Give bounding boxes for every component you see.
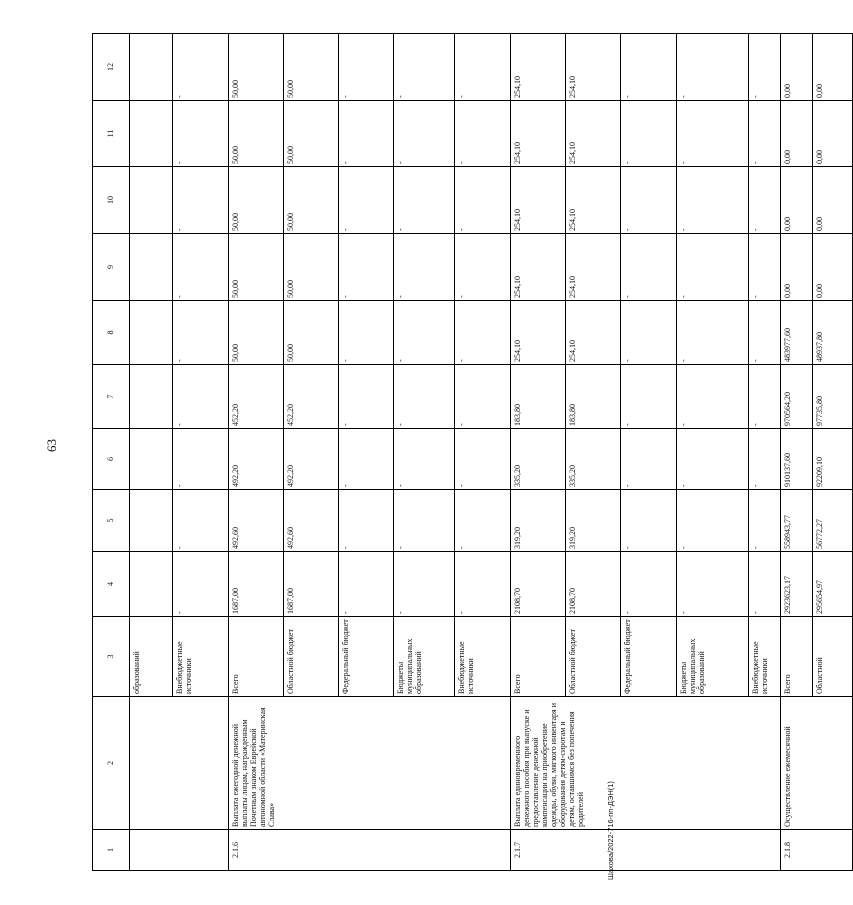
- amount-cell: 0,00: [781, 34, 813, 101]
- amount-cell: -: [749, 34, 781, 101]
- amount-cell: -: [621, 167, 677, 234]
- amount-cell: -: [455, 429, 511, 490]
- table-row: [511, 34, 566, 871]
- column-number-7: 7: [93, 365, 130, 429]
- amount-cell: [130, 167, 173, 234]
- amount-cell: 1687,00: [284, 552, 339, 617]
- amount-cell: -: [621, 429, 677, 490]
- amount-cell: 558943,77: [781, 490, 813, 552]
- amount-cell: [130, 429, 173, 490]
- column-number-2: 2: [93, 697, 130, 830]
- amount-cell: [130, 234, 173, 301]
- amount-cell: 254,10: [511, 34, 566, 101]
- measure-name: Выплата единовременного денежного пособия при выпуске и предоставление денежной компенсации на приобретение одежды, обуви, мягкого инвентаря и оборудования детям-сиротам и детям, оставшимся без попечения родителей: [511, 697, 781, 830]
- amount-cell: -: [339, 365, 394, 429]
- amount-cell: 50,00: [284, 234, 339, 301]
- amount-cell: 0,00: [813, 101, 853, 167]
- amount-cell: -: [749, 552, 781, 617]
- column-number-3: 3: [93, 617, 130, 697]
- amount-cell: -: [677, 365, 749, 429]
- amount-cell: -: [621, 301, 677, 365]
- amount-cell: -: [621, 365, 677, 429]
- amount-cell: -: [394, 301, 455, 365]
- amount-cell: -: [455, 301, 511, 365]
- funding-source: Всего: [229, 617, 284, 697]
- amount-cell: [130, 365, 173, 429]
- amount-cell: [130, 490, 173, 552]
- amount-cell: -: [173, 490, 229, 552]
- amount-cell: 295654,97: [813, 552, 853, 617]
- measure-name: Осуществление ежемесячной: [781, 697, 853, 830]
- amount-cell: 254,10: [511, 101, 566, 167]
- column-number-10: 10: [93, 167, 130, 234]
- amount-cell: 335,20: [511, 429, 566, 490]
- amount-cell: 0,00: [781, 101, 813, 167]
- table-row: [130, 34, 173, 871]
- amount-cell: -: [173, 365, 229, 429]
- amount-cell: -: [455, 490, 511, 552]
- amount-cell: -: [749, 167, 781, 234]
- funding-source: Всего: [511, 617, 566, 697]
- amount-cell: -: [394, 429, 455, 490]
- column-number-5: 5: [93, 490, 130, 552]
- amount-cell: -: [749, 234, 781, 301]
- item-number: 2.1.6: [229, 830, 511, 871]
- amount-cell: -: [749, 429, 781, 490]
- amount-cell: 0,00: [813, 34, 853, 101]
- amount-cell: -: [677, 490, 749, 552]
- amount-cell: [130, 101, 173, 167]
- amount-cell: -: [621, 490, 677, 552]
- amount-cell: 50,00: [284, 167, 339, 234]
- amount-cell: -: [621, 552, 677, 617]
- amount-cell: -: [173, 34, 229, 101]
- amount-cell: -: [455, 365, 511, 429]
- amount-cell: 492,60: [229, 490, 284, 552]
- amount-cell: -: [455, 101, 511, 167]
- amount-cell: [130, 301, 173, 365]
- amount-cell: -: [173, 234, 229, 301]
- funding-source: Всего: [781, 617, 813, 697]
- funding-source: Внебюджетные источники: [749, 617, 781, 697]
- amount-cell: 92209,10: [813, 429, 853, 490]
- amount-cell: -: [677, 34, 749, 101]
- document-code: Шахова/2022-716-пп-ДЭН(1): [606, 781, 615, 880]
- amount-cell: -: [677, 429, 749, 490]
- amount-cell: -: [677, 101, 749, 167]
- measure-name: [130, 697, 229, 830]
- amount-cell: -: [173, 167, 229, 234]
- amount-cell: 0,00: [781, 234, 813, 301]
- amount-cell: 2923623,17: [781, 552, 813, 617]
- amount-cell: -: [749, 101, 781, 167]
- amount-cell: 319,20: [566, 490, 621, 552]
- amount-cell: 50,00: [284, 34, 339, 101]
- amount-cell: -: [173, 552, 229, 617]
- funding-source: Бюджеты муниципальных образований: [677, 617, 749, 697]
- amount-cell: 50,00: [229, 234, 284, 301]
- amount-cell: 254,10: [566, 167, 621, 234]
- table-body: [93, 34, 853, 871]
- amount-cell: 254,10: [566, 34, 621, 101]
- amount-cell: 492,20: [229, 429, 284, 490]
- column-number-8: 8: [93, 301, 130, 365]
- item-number: 2.1.7: [511, 830, 781, 871]
- column-number-9: 9: [93, 234, 130, 301]
- amount-cell: 97735,80: [813, 365, 853, 429]
- amount-cell: -: [749, 301, 781, 365]
- amount-cell: -: [394, 101, 455, 167]
- amount-cell: -: [339, 552, 394, 617]
- header-row: [93, 34, 130, 871]
- amount-cell: -: [394, 490, 455, 552]
- column-number-4: 4: [93, 552, 130, 617]
- amount-cell: -: [339, 490, 394, 552]
- funding-source: Областной бюджет: [566, 617, 621, 697]
- amount-cell: 254,10: [566, 301, 621, 365]
- funding-source: Внебюджетные источники: [173, 617, 229, 697]
- amount-cell: -: [455, 234, 511, 301]
- amount-cell: -: [394, 167, 455, 234]
- amount-cell: -: [394, 365, 455, 429]
- measure-name: Выплата ежегодной денежной выплаты лицам, награжденным Почетным знаком Еврейской автономной области «Материнская Слава»: [229, 697, 511, 830]
- funding-source: Областной бюджет: [284, 617, 339, 697]
- amount-cell: 50,00: [229, 301, 284, 365]
- amount-cell: 50,00: [229, 101, 284, 167]
- amount-cell: 254,10: [511, 234, 566, 301]
- amount-cell: -: [677, 552, 749, 617]
- funding-source: образований: [130, 617, 173, 697]
- amount-cell: 183,80: [511, 365, 566, 429]
- funding-source: Бюджеты муниципальных образований: [394, 617, 455, 697]
- funding-source: Внебюджетные источники: [455, 617, 511, 697]
- amount-cell: -: [749, 490, 781, 552]
- table-row: [229, 34, 284, 871]
- column-number-12: 12: [93, 34, 130, 101]
- amount-cell: 254,10: [511, 301, 566, 365]
- amount-cell: -: [339, 429, 394, 490]
- amount-cell: 492,60: [284, 490, 339, 552]
- funding-source: Федеральный бюджет: [339, 617, 394, 697]
- amount-cell: -: [339, 34, 394, 101]
- amount-cell: -: [677, 167, 749, 234]
- column-number-11: 11: [93, 101, 130, 167]
- amount-cell: -: [394, 234, 455, 301]
- amount-cell: 50,00: [284, 301, 339, 365]
- amount-cell: 0,00: [813, 167, 853, 234]
- funding-source: Федеральный бюджет: [621, 617, 677, 697]
- amount-cell: -: [455, 167, 511, 234]
- amount-cell: -: [394, 34, 455, 101]
- amount-cell: -: [394, 552, 455, 617]
- amount-cell: 254,10: [566, 234, 621, 301]
- amount-cell: 0,00: [781, 167, 813, 234]
- amount-cell: -: [455, 34, 511, 101]
- amount-cell: -: [621, 101, 677, 167]
- amount-cell: 254,10: [511, 167, 566, 234]
- amount-cell: -: [455, 552, 511, 617]
- amount-cell: -: [621, 34, 677, 101]
- amount-cell: -: [339, 301, 394, 365]
- amount-cell: -: [677, 234, 749, 301]
- amount-cell: 2108,70: [511, 552, 566, 617]
- amount-cell: 50,00: [229, 34, 284, 101]
- page-number: 63: [44, 439, 59, 452]
- amount-cell: -: [677, 301, 749, 365]
- amount-cell: 48937,80: [813, 301, 853, 365]
- amount-cell: 492,20: [284, 429, 339, 490]
- amount-cell: 56772,27: [813, 490, 853, 552]
- amount-cell: 452,20: [284, 365, 339, 429]
- amount-cell: -: [339, 101, 394, 167]
- amount-cell: 970564,20: [781, 365, 813, 429]
- amount-cell: 0,00: [813, 234, 853, 301]
- amount-cell: 483977,60: [781, 301, 813, 365]
- amount-cell: -: [173, 429, 229, 490]
- amount-cell: 1687,00: [229, 552, 284, 617]
- funding-source: Областной: [813, 617, 853, 697]
- column-number-6: 6: [93, 429, 130, 490]
- amount-cell: 2108,70: [566, 552, 621, 617]
- amount-cell: -: [339, 167, 394, 234]
- amount-cell: [130, 34, 173, 101]
- amount-cell: -: [339, 234, 394, 301]
- amount-cell: -: [173, 301, 229, 365]
- amount-cell: -: [173, 101, 229, 167]
- table-row: [781, 34, 813, 871]
- amount-cell: 452,20: [229, 365, 284, 429]
- budget-table: [92, 33, 853, 871]
- amount-cell: 319,20: [511, 490, 566, 552]
- amount-cell: 50,00: [284, 101, 339, 167]
- amount-cell: -: [621, 234, 677, 301]
- item-number: 2.1.8: [781, 830, 853, 871]
- amount-cell: 335,20: [566, 429, 621, 490]
- amount-cell: 910137,60: [781, 429, 813, 490]
- amount-cell: 254,10: [566, 101, 621, 167]
- amount-cell: 50,00: [229, 167, 284, 234]
- amount-cell: [130, 552, 173, 617]
- amount-cell: 183,80: [566, 365, 621, 429]
- amount-cell: -: [749, 365, 781, 429]
- item-number: [130, 830, 229, 871]
- column-number-1: 1: [93, 830, 130, 871]
